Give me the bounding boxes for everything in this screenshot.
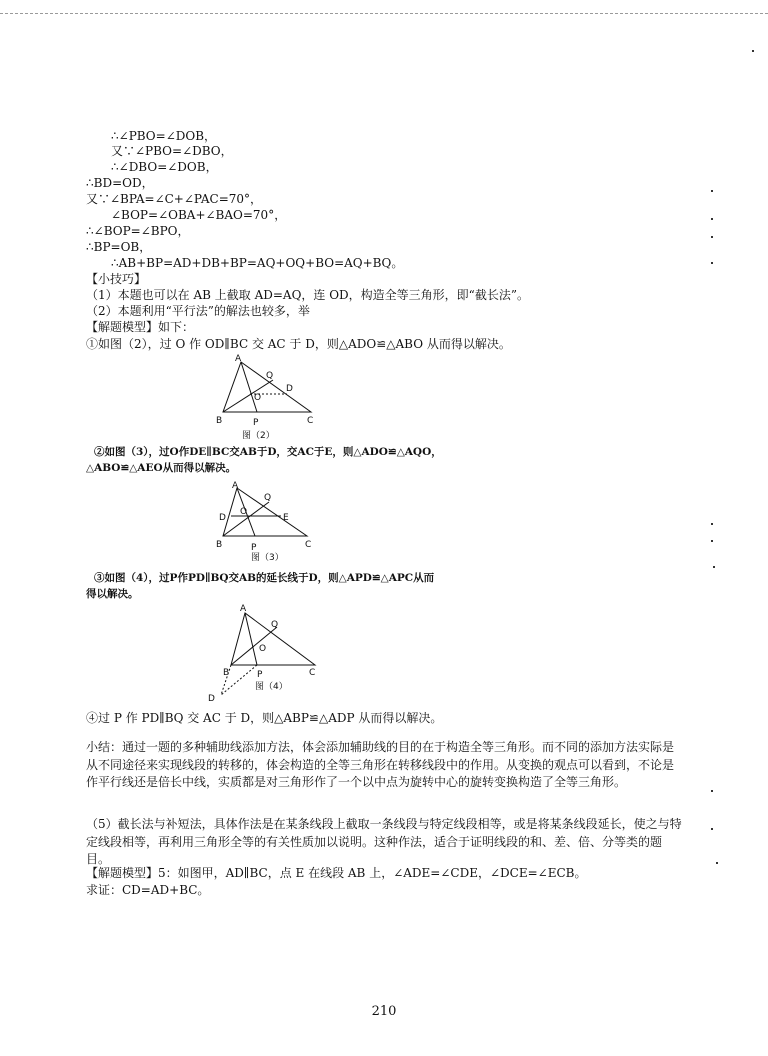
fig4-label-d: D (208, 694, 215, 704)
proof-line-8: ∴BP=OB， (86, 240, 152, 254)
fig2-label-p: P (253, 418, 259, 428)
scan-speck (711, 236, 713, 238)
model-5-statement: 【解题模型】5：如图甲，AD∥BC，点 E 在线段 AB 上，∠ADE=∠CDE，∠DCE=∠ECB。 (86, 866, 587, 880)
figure-2 (215, 352, 325, 444)
fig2-label-q: Q (266, 371, 274, 381)
model-method-2a: ②如图（3），过O作DE∥BC交AB于D，交AC于E，则△ADO≌△AQO， (94, 446, 442, 458)
model-method-3b: 得以解决。 (86, 588, 139, 600)
proof-line-3: ∴∠DBO=∠DOB， (111, 160, 218, 174)
scan-speck (711, 523, 713, 525)
fig3-label-p: P (251, 543, 257, 553)
fig3-label-a: A (232, 481, 239, 491)
fig4-label-p: P (257, 670, 263, 680)
tip-2: （2）本题利用“平行法”的解法也较多，举 (86, 304, 310, 318)
fig2-label-d: D (286, 384, 293, 394)
proof-line-1: ∴∠PBO=∠DOB， (111, 129, 217, 143)
scan-speck (711, 262, 713, 264)
figure-4 (205, 605, 325, 705)
fig3-label-b: B (216, 540, 223, 550)
fig3-label-o: O (240, 507, 248, 517)
model-method-1: ①如图（2），过 O 作 OD∥BC 交 AC 于 D，则△ADO≌△ABO 从而得以解决。 (86, 337, 511, 351)
fig2-label-b: B (216, 416, 223, 426)
scan-speck (711, 828, 713, 830)
prove-statement: 求证：CD=AD+BC。 (86, 883, 210, 897)
fig3-label-e: E (283, 513, 289, 523)
summary-paragraph: 小结：通过一题的多种辅助线添加方法，体会添加辅助线的目的在于构造全等三角形。而不同的添加方法实际是从不同途径来实现线段的转移的，体会构造的全等三角形在转移线段中的作用。从变换的观点可以看到，不论是作平行线还是倍长中线，实质都是对三角形作了一个以中点为旋转中心的旋转变换构造了全等三角形。 (86, 740, 675, 789)
fig3-label-d: D (219, 513, 226, 523)
proof-line-6: ∠BOP=∠OBA+∠BAO=70°， (111, 208, 287, 222)
fig4-caption: 图（4） (255, 682, 288, 692)
fig4-segment-bq (231, 627, 277, 665)
proof-line-5: 又∵∠BPA=∠C+∠PAC=70°， (86, 192, 263, 206)
page-number: 210 (371, 1004, 397, 1019)
proof-line-9: ∴AB+BP=AD+DB+BP=AQ+OQ+BO=AQ+BQ。 (111, 256, 404, 270)
scan-edge-line (0, 13, 768, 14)
fig4-label-q: Q (271, 620, 279, 630)
proof-line-2: 又∵∠PBO=∠DBO， (111, 144, 233, 158)
fig4-label-a: A (240, 604, 247, 614)
model-method-4: ④过 P 作 PD∥BQ 交 AC 于 D，则△ABP≌△ADP 从而得以解决。 (86, 711, 443, 725)
fig3-caption: 图（3） (251, 553, 284, 563)
section-5-paragraph: （5）截长法与补短法，具体作法是在某条线段上截取一条线段与特定线段相等，或是将某条线段延长，使之与特定线段相等，再利用三角形全等的有关性质加以说明。这种作法，适合于证明线段的和、差、倍、分等类的题目。 (86, 817, 682, 866)
model-method-3a: ③如图（4），过P作PD∥BQ交AB的延长线于D，则△APD≌△APC从而 (94, 572, 435, 584)
fig2-segment-ap (241, 362, 257, 412)
model-heading: 【解题模型】如下： (86, 320, 195, 334)
fig2-caption: 图（2） (242, 431, 275, 441)
figure-3 (215, 480, 325, 566)
proof-line-4: ∴BD=OD， (86, 176, 154, 190)
fig2-label-c: C (307, 416, 314, 426)
fig3-label-c: C (305, 540, 312, 550)
scan-speck (711, 540, 713, 542)
tip-1: （1）本题也可以在 AB 上截取 AD=AQ，连 OD，构造全等三角形，即“截长法”。 (86, 288, 529, 302)
scan-speck (752, 50, 754, 52)
fig2-label-a: A (235, 354, 242, 364)
scan-speck (713, 566, 715, 568)
fig2-label-o: O (254, 393, 262, 403)
fig4-label-o: O (259, 644, 267, 654)
scan-speck (711, 218, 713, 220)
scan-speck (711, 190, 713, 192)
scan-speck (716, 862, 718, 864)
fig3-label-q: Q (264, 493, 272, 503)
fig4-label-b: B (223, 668, 230, 678)
proof-line-7: ∴∠BOP=∠BPO， (86, 224, 190, 238)
tip-heading: 【小技巧】 (86, 272, 147, 286)
fig2-triangle-abc (223, 362, 311, 412)
fig4-label-c: C (309, 668, 316, 678)
model-method-2b: △ABO≌△AEO从而得以解决。 (86, 462, 237, 474)
scan-speck (711, 790, 713, 792)
